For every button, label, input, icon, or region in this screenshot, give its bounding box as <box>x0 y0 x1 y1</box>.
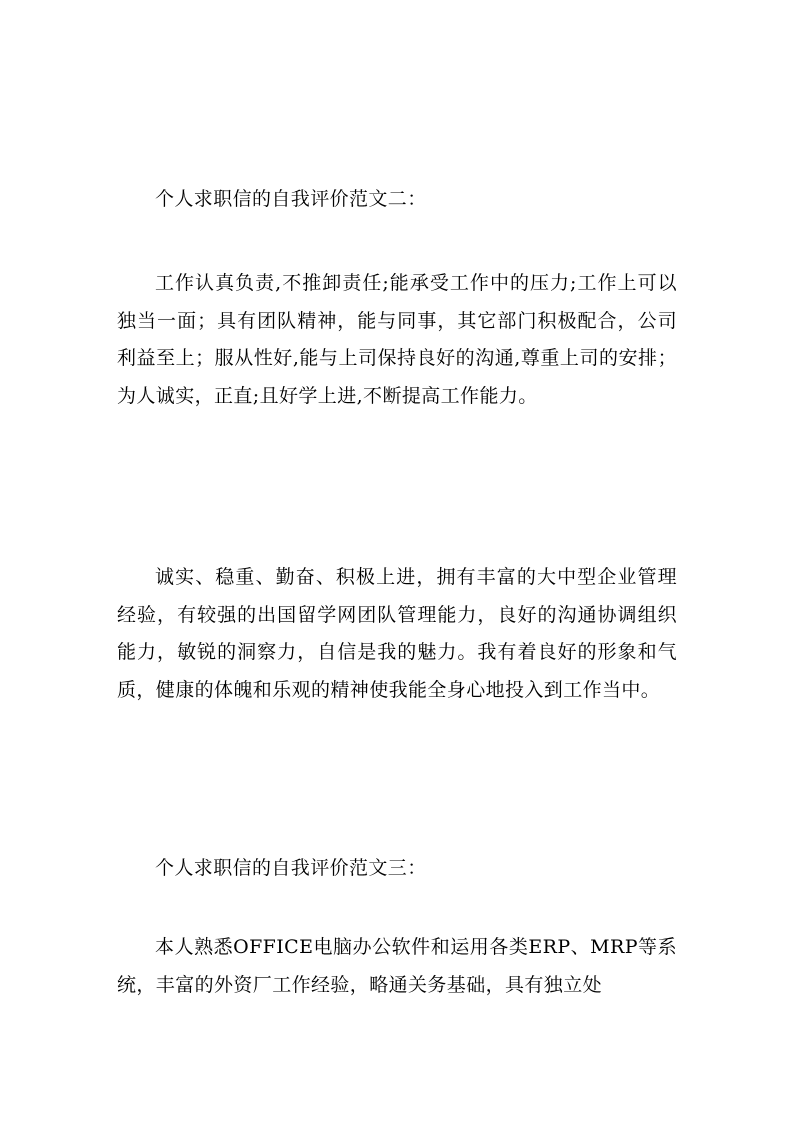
paragraph-skills: 本人熟悉OFFICE电脑办公软件和运用各类ERP、MRP等系统，丰富的外资厂工作经验，略通关务基础，具有独立处 <box>117 936 677 996</box>
section-heading-two: 个人求职信的自我评价范文二： <box>155 188 427 210</box>
section-heading-three: 个人求职信的自我评价范文三： <box>155 857 427 879</box>
paragraph-personal-qualities: 诚实、稳重、勤奋、积极上进，拥有丰富的大中型企业管理经验，有较强的出国留学网团队管理能力，良好的沟通协调组织能力，敏锐的洞察力，自信是我的魅力。我有着良好的形象和气质，健康的体魄和乐观的精神使我能全身心地投入到工作当中。 <box>117 566 677 701</box>
paragraph-work-attitude: 工作认真负责,不推卸责任;能承受工作中的压力;工作上可以独当一面；具有团队精神，能与同事，其它部门积极配合，公司利益至上；服从性好,能与上司保持良好的沟通,尊重上司的安排；为人诚实，正直;且好学上进,不断提高工作能力。 <box>117 272 677 407</box>
